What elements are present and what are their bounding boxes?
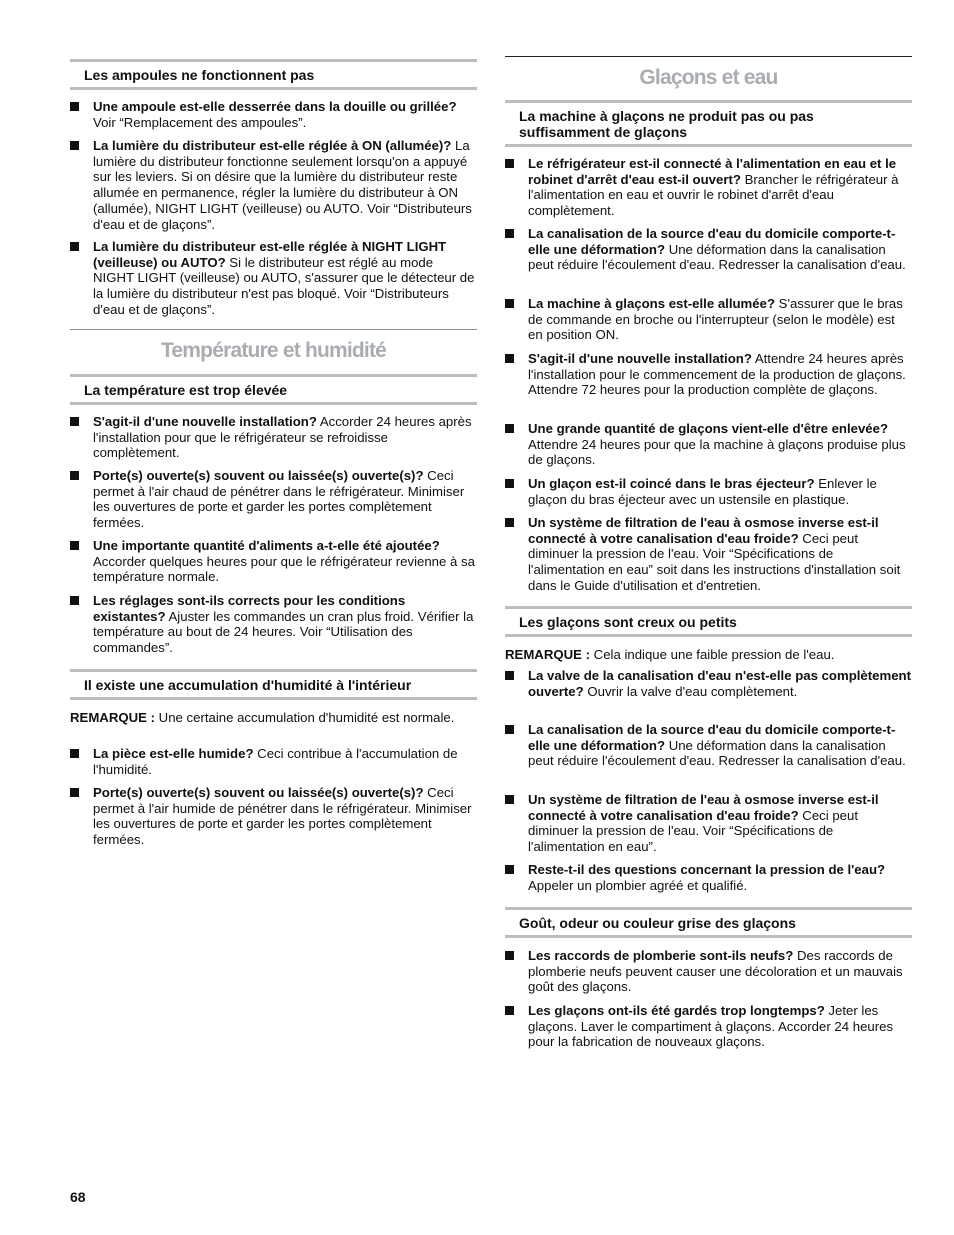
question: Une ampoule est-elle desserrée dans la douille ou grillée? bbox=[93, 99, 457, 114]
question: La lumière du distributeur est-elle réglée à ON (allumée)? bbox=[93, 138, 452, 153]
bullet-icon bbox=[70, 417, 79, 426]
list-item bbox=[505, 722, 912, 769]
question: S'agit-il d'une nouvelle installation? bbox=[93, 414, 317, 429]
list-item bbox=[70, 99, 477, 130]
question: S'agit-il d'une nouvelle installation? bbox=[528, 351, 752, 366]
bullet-icon bbox=[505, 159, 514, 168]
question: Les glaçons ont-ils été gardés trop longtemps? bbox=[528, 1003, 825, 1018]
list-item bbox=[505, 515, 912, 594]
answer: Si le distributeur est réglé au mode NIGHT LIGHT (veilleuse) ou AUTO, s'assurer que le détecteur de la lumière du distributeur n'est pas bloqué. Voir “Distributeurs d'eau et de glaçons”. bbox=[93, 254, 475, 317]
question: Porte(s) ouverte(s) souvent ou laissée(s) ouverte(s)? bbox=[93, 785, 424, 800]
bullet-icon bbox=[505, 479, 514, 488]
bullet-icon bbox=[70, 141, 79, 150]
bullet-icon bbox=[505, 671, 514, 680]
list-item bbox=[505, 862, 912, 893]
section-title-temperature: Température et humidité bbox=[160, 339, 387, 362]
note bbox=[505, 647, 912, 663]
answer: Accorder quelques heures pour que le réfrigérateur revienne à sa température normale. bbox=[93, 553, 475, 585]
note-label: REMARQUE : bbox=[505, 647, 590, 662]
list-item bbox=[505, 792, 912, 855]
question: Le réfrigérateur est-il connecté à l'alimentation en eau et le robinet d'arrêt d'eau est-il ouvert? bbox=[528, 156, 897, 187]
answer: Attendre 24 heures après l'installation pour le commencement de la production de glaçons. Attendre 72 heures pour la production complète de glaçons. bbox=[528, 351, 906, 398]
answer: Attendre 24 heures pour que la machine à glaçons produise plus de glaçons. bbox=[528, 436, 906, 468]
answer: Ouvrir la valve d'eau complètement. bbox=[583, 683, 798, 699]
list-item bbox=[70, 538, 477, 585]
bullet-icon bbox=[505, 1006, 514, 1015]
list-item bbox=[70, 239, 477, 318]
question: La pièce est-elle humide? bbox=[93, 746, 254, 761]
list-item bbox=[505, 668, 912, 699]
heading-hollow-ice: Les glaçons sont creux ou petits bbox=[505, 606, 912, 637]
bullet-icon bbox=[505, 229, 514, 238]
heading-bulbs: Les ampoules ne fonctionnent pas bbox=[70, 59, 477, 90]
answer: Accorder 24 heures après l'installation pour que le réfrigérateur se refroidisse complètement. bbox=[93, 414, 472, 461]
bullet-icon bbox=[505, 424, 514, 433]
question: La canalisation de la source d'eau du domicile comporte-t-elle une déformation? bbox=[528, 722, 896, 753]
question: Un glaçon est-il coincé dans le bras éjecteur? bbox=[528, 476, 815, 491]
bullet-icon bbox=[505, 725, 514, 734]
question: Une grande quantité de glaçons vient-elle d'être enlevée? bbox=[528, 421, 889, 436]
bullet-icon bbox=[70, 242, 79, 251]
answer: Ceci permet à l'air chaud de pénétrer dans le réfrigérateur. Minimiser les ouvertures de porte et garder les portes complètement fermées. bbox=[93, 468, 465, 531]
list-item bbox=[70, 746, 477, 777]
heading-no-ice: La machine à glaçons ne produit pas ou pas suffisamment de glaçons bbox=[505, 100, 912, 147]
list-item bbox=[505, 156, 912, 219]
bullet-icon bbox=[505, 951, 514, 960]
question: Porte(s) ouverte(s) souvent ou laissée(s) ouverte(s)? bbox=[93, 468, 424, 483]
heading-moisture: Il existe une accumulation d'humidité à l'intérieur bbox=[70, 669, 477, 700]
answer: Appeler un plombier agréé et qualifié. bbox=[528, 877, 748, 893]
question: Un système de filtration de l'eau à osmose inverse est-il connecté à votre canalisation d'eau froide? bbox=[528, 515, 879, 546]
question: La canalisation de la source d'eau du domicile comporte-t-elle une déformation? bbox=[528, 226, 896, 257]
bullet-icon bbox=[505, 865, 514, 874]
list-item bbox=[70, 468, 477, 531]
answer: Voir “Remplacement des ampoules”. bbox=[93, 114, 307, 130]
bullet-icon bbox=[505, 518, 514, 527]
answer: Brancher le réfrigérateur à l'alimentation en eau et ouvrir le robinet d'arrêt d'eau complètement. bbox=[528, 171, 899, 219]
answer: Une déformation dans la canalisation peut réduire l'écoulement d'eau. Redresser la canalisation d'eau. bbox=[528, 737, 906, 769]
list-item bbox=[70, 785, 477, 848]
list-item bbox=[70, 138, 477, 232]
question: Un système de filtration de l'eau à osmose inverse est-il connecté à votre canalisation d'eau froide? bbox=[528, 792, 879, 823]
bullet-icon bbox=[505, 795, 514, 804]
question: Les réglages sont-ils corrects pour les conditions existantes? bbox=[93, 593, 406, 624]
bullet-icon bbox=[70, 596, 79, 605]
list-item bbox=[70, 593, 477, 656]
note-text: Cela indique une faible pression de l'eau. bbox=[590, 647, 835, 662]
answer: Enlever le glaçon du bras éjecteur avec un ustensile en plastique. bbox=[528, 476, 877, 507]
list-item bbox=[505, 226, 912, 273]
note-text: Une certaine accumulation d'humidité est normale. bbox=[155, 710, 455, 725]
note bbox=[70, 710, 477, 726]
bullet-icon bbox=[70, 471, 79, 480]
bullet-icon bbox=[70, 541, 79, 550]
question: Une importante quantité d'aliments a-t-elle été ajoutée? bbox=[93, 538, 440, 553]
bullet-icon bbox=[70, 749, 79, 758]
question: Reste-t-il des questions concernant la pression de l'eau? bbox=[528, 862, 886, 877]
answer: Jeter les glaçons. Laver le compartiment à glaçons. Accorder 24 heures pour la fabrication de nouveaux glaçons. bbox=[528, 1003, 894, 1050]
answer: Ceci peut diminuer la pression de l'eau. Voir “Spécifications de l'alimentation en eau” soit dans les instructions d'installation soit dans le Guide d'utilisation et d'entretien. bbox=[528, 530, 901, 593]
answer: Des raccords de plomberie neufs peuvent causer une décoloration et un mauvais goût des glaçons. bbox=[528, 948, 903, 995]
section-divider bbox=[505, 56, 912, 57]
answer: Ceci permet à l'air humide de pénétrer dans le réfrigérateur. Minimiser les ouvertures de porte et garder les portes complètement fermées. bbox=[93, 785, 472, 848]
section-title-ice-water: Glaçons et eau bbox=[639, 66, 778, 89]
answer: Ceci peut diminuer la pression de l'eau. Voir “Spécifications de l'alimentation en eau”. bbox=[528, 807, 859, 855]
list-item bbox=[505, 476, 912, 507]
list-item bbox=[505, 351, 912, 398]
bullet-icon bbox=[505, 299, 514, 308]
answer: Ceci contribue à l'accumulation de l'humidité. bbox=[93, 746, 458, 777]
list-item bbox=[505, 1003, 912, 1050]
answer: S'assurer que le bras de commande en broche ou l'interrupteur (selon le modèle) est en position ON. bbox=[528, 296, 903, 343]
answer: Ajuster les commandes un cran plus froid. Vérifier la température au bout de 24 heures. Voir “Utilisation des commandes”. bbox=[93, 608, 474, 656]
question: Les raccords de plomberie sont-ils neufs? bbox=[528, 948, 794, 963]
bullet-icon bbox=[70, 788, 79, 797]
question: La lumière du distributeur est-elle réglée à NIGHT LIGHT (veilleuse) ou AUTO? bbox=[93, 239, 447, 270]
list-item bbox=[505, 948, 912, 995]
note-label: REMARQUE : bbox=[70, 710, 155, 725]
heading-too-warm: La température est trop élevée bbox=[70, 374, 477, 405]
answer: Une déformation dans la canalisation peut réduire l'écoulement d'eau. Redresser la canalisation d'eau. bbox=[528, 241, 906, 273]
page-number: 68 bbox=[70, 1189, 86, 1205]
bullet-icon bbox=[505, 354, 514, 363]
list-item bbox=[70, 414, 477, 461]
list-item bbox=[505, 421, 912, 468]
answer: La lumière du distributeur fonctionne seulement lorsqu'on a appuyé sur les leviers. Si on désire que la lumière du distributeur reste allumée en permanence, régler la lumière du distributeur à ON (allumée), NIGHT LIGHT (veilleuse) ou AUTO. Voir “Distributeurs d'eau et de glaçons”. bbox=[93, 138, 472, 232]
heading-taste: Goût, odeur ou couleur grise des glaçons bbox=[505, 907, 912, 938]
section-divider bbox=[70, 329, 477, 330]
list-item bbox=[505, 296, 912, 343]
question: La machine à glaçons est-elle allumée? bbox=[528, 296, 775, 311]
question: La valve de la canalisation d'eau n'est-elle pas complètement ouverte? bbox=[528, 668, 911, 699]
bullet-icon bbox=[70, 102, 79, 111]
